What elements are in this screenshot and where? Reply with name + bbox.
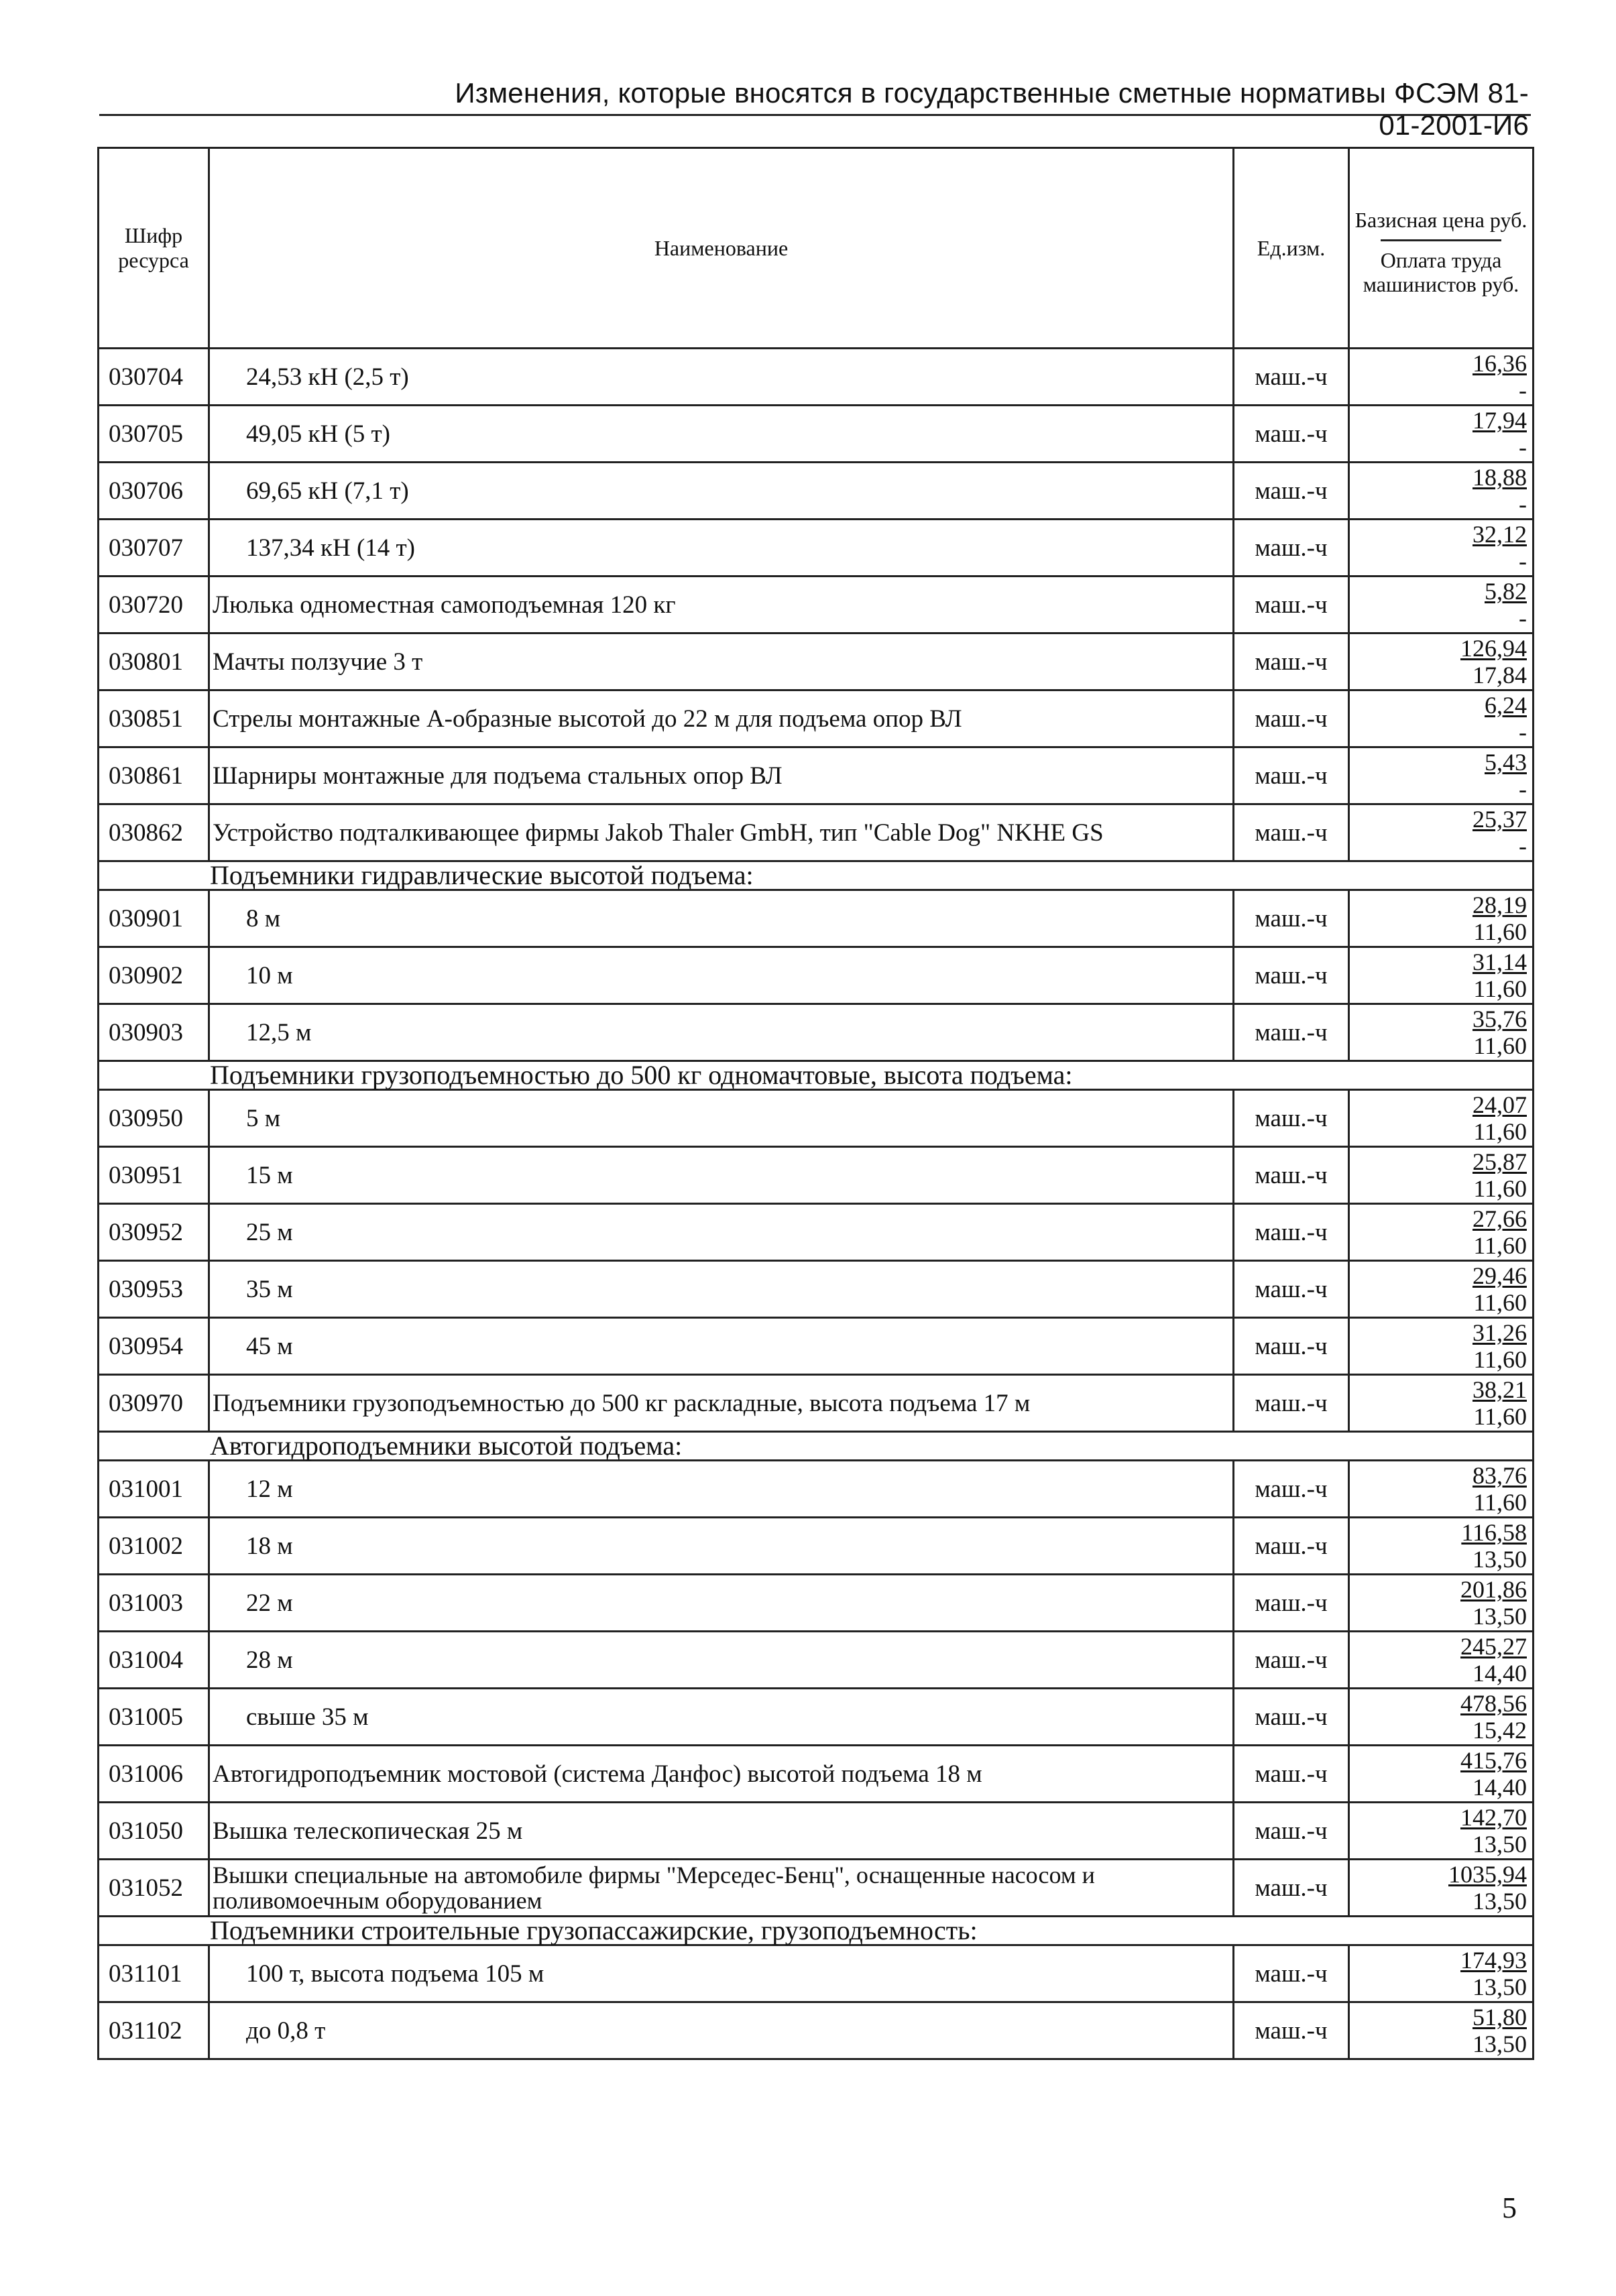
unit-of-measure: маш.-ч	[1234, 1860, 1349, 1917]
resource-code: 030720	[99, 577, 209, 633]
unit-of-measure: маш.-ч	[1234, 520, 1349, 577]
resource-code: 031101	[99, 1945, 209, 2002]
operator-wage: 11,60	[1473, 1289, 1527, 1316]
base-price: 1035,94	[1448, 1861, 1527, 1888]
resource-name: свыше 35 м	[209, 1689, 1234, 1746]
table-row	[99, 1945, 1534, 2002]
price-cell	[1349, 1860, 1534, 1917]
group-heading: Подъемники грузоподъемностью до 500 кг одномачтовые, высота подъема:	[99, 1061, 1534, 1090]
resource-code: 030861	[99, 747, 209, 804]
table-row	[99, 406, 1534, 463]
table-group-row	[99, 861, 1534, 890]
price-cell	[1349, 747, 1534, 804]
table-group-row	[99, 1061, 1534, 1090]
operator-wage: 14,40	[1473, 1660, 1527, 1687]
unit-of-measure: маш.-ч	[1234, 1261, 1349, 1318]
operator-wage: -	[1519, 776, 1527, 802]
operator-wage: 11,60	[1473, 1032, 1527, 1059]
base-price: 35,76	[1473, 1006, 1527, 1032]
header-unit: Ед.изм.	[1234, 148, 1349, 349]
header-name: Наименование	[209, 148, 1234, 349]
operator-wage: 13,50	[1473, 1831, 1527, 1858]
table-row	[99, 1860, 1534, 1917]
price-cell	[1349, 890, 1534, 947]
unit-of-measure: маш.-ч	[1234, 804, 1349, 861]
table-row	[99, 890, 1534, 947]
base-price: 5,82	[1485, 578, 1527, 605]
price-cell	[1349, 1575, 1534, 1632]
base-price: 28,19	[1473, 892, 1527, 918]
resource-name: 10 м	[209, 947, 1234, 1004]
price-cell	[1349, 633, 1534, 690]
table-row	[99, 804, 1534, 861]
group-heading: Подъемники строительные грузопассажирские, грузоподъемность:	[99, 1917, 1534, 1945]
resource-name: Шарниры монтажные для подъема стальных опор ВЛ	[209, 747, 1234, 804]
unit-of-measure: маш.-ч	[1234, 1518, 1349, 1575]
resource-code: 030862	[99, 804, 209, 861]
resource-name: Вышка телескопическая 25 м	[209, 1803, 1234, 1860]
operator-wage: -	[1519, 605, 1527, 631]
operator-wage: 14,40	[1473, 1774, 1527, 1801]
resource-code: 031102	[99, 2002, 209, 2059]
base-price: 24,07	[1473, 1091, 1527, 1118]
price-cell	[1349, 1632, 1534, 1689]
base-price: 29,46	[1473, 1262, 1527, 1289]
unit-of-measure: маш.-ч	[1234, 1632, 1349, 1689]
resource-name: 45 м	[209, 1318, 1234, 1375]
resource-name: Устройство подталкивающее фирмы Jakob Thaler GmbH, тип "Cable Dog" NKHE GS	[209, 804, 1234, 861]
resource-code: 030953	[99, 1261, 209, 1318]
table-row	[99, 1518, 1534, 1575]
operator-wage: 13,50	[1473, 2031, 1527, 2057]
resource-name: 22 м	[209, 1575, 1234, 1632]
table-row	[99, 1004, 1534, 1061]
table-row	[99, 463, 1534, 520]
operator-wage: 11,60	[1473, 918, 1527, 945]
header-price-base: Базисная цена руб.	[1354, 207, 1527, 232]
operator-wage: 13,50	[1473, 1974, 1527, 2000]
operator-wage: 17,84	[1473, 662, 1527, 688]
resource-code: 030950	[99, 1090, 209, 1147]
operator-wage: 11,60	[1473, 1232, 1527, 1259]
base-price: 478,56	[1460, 1690, 1527, 1717]
price-cell	[1349, 1945, 1534, 2002]
operator-wage: 13,50	[1473, 1888, 1527, 1915]
price-cell	[1349, 1461, 1534, 1518]
resource-name: 24,53 кН (2,5 т)	[209, 349, 1234, 406]
price-cell	[1349, 2002, 1534, 2059]
table-row	[99, 1261, 1534, 1318]
base-price: 126,94	[1460, 635, 1527, 662]
table-row	[99, 577, 1534, 633]
resource-name: Люлька одноместная самоподъемная 120 кг	[209, 577, 1234, 633]
base-price: 32,12	[1473, 521, 1527, 548]
operator-wage: 15,42	[1473, 1717, 1527, 1744]
resource-code: 031004	[99, 1632, 209, 1689]
resource-code: 030970	[99, 1375, 209, 1432]
resource-code: 031002	[99, 1518, 209, 1575]
base-price: 415,76	[1460, 1747, 1527, 1774]
resource-name: до 0,8 т	[209, 2002, 1234, 2059]
unit-of-measure: маш.-ч	[1234, 2002, 1349, 2059]
table-row	[99, 947, 1534, 1004]
price-cell	[1349, 1518, 1534, 1575]
price-cell	[1349, 463, 1534, 520]
resource-name: Мачты ползучие 3 т	[209, 633, 1234, 690]
price-cell	[1349, 1318, 1534, 1375]
resource-name: 15 м	[209, 1147, 1234, 1204]
resource-code: 031003	[99, 1575, 209, 1632]
price-cell	[1349, 577, 1534, 633]
resource-name: Автогидроподъемник мостовой (система Данфос) высотой подъема 18 м	[209, 1746, 1234, 1803]
base-price: 25,87	[1473, 1148, 1527, 1175]
price-cell	[1349, 1261, 1534, 1318]
operator-wage: 13,50	[1473, 1546, 1527, 1573]
unit-of-measure: маш.-ч	[1234, 406, 1349, 463]
unit-of-measure: маш.-ч	[1234, 1461, 1349, 1518]
resource-code: 031001	[99, 1461, 209, 1518]
resource-code: 031005	[99, 1689, 209, 1746]
resource-name: 8 м	[209, 890, 1234, 947]
price-cell	[1349, 349, 1534, 406]
unit-of-measure: маш.-ч	[1234, 1689, 1349, 1746]
table-row	[99, 1803, 1534, 1860]
table-row	[99, 1204, 1534, 1261]
table-group-row	[99, 1432, 1534, 1461]
resource-code: 030801	[99, 633, 209, 690]
base-price: 142,70	[1460, 1804, 1527, 1831]
operator-wage: -	[1519, 434, 1527, 461]
operator-wage: 11,60	[1473, 1403, 1527, 1430]
table-row	[99, 349, 1534, 406]
base-price: 31,14	[1473, 949, 1527, 975]
price-cell	[1349, 690, 1534, 747]
base-price: 5,43	[1485, 749, 1527, 776]
base-price: 16,36	[1473, 350, 1527, 377]
unit-of-measure: маш.-ч	[1234, 1204, 1349, 1261]
resource-code: 031050	[99, 1803, 209, 1860]
resource-code: 030951	[99, 1147, 209, 1204]
base-price: 201,86	[1460, 1576, 1527, 1603]
table-row	[99, 1689, 1534, 1746]
operator-wage: -	[1519, 548, 1527, 575]
operator-wage: 11,60	[1473, 1346, 1527, 1373]
base-price: 6,24	[1485, 692, 1527, 719]
page-number: 5	[1502, 2191, 1517, 2224]
resource-name: 18 м	[209, 1518, 1234, 1575]
table-body	[99, 349, 1534, 2059]
price-cell	[1349, 520, 1534, 577]
table-row	[99, 1632, 1534, 1689]
base-price: 18,88	[1473, 464, 1527, 491]
table-row	[99, 520, 1534, 577]
resource-name: 12,5 м	[209, 1004, 1234, 1061]
table-group-row	[99, 1917, 1534, 1945]
unit-of-measure: маш.-ч	[1234, 463, 1349, 520]
base-price: 51,80	[1473, 2004, 1527, 2031]
resource-name: Стрелы монтажные А-образные высотой до 22 м для подъема опор ВЛ	[209, 690, 1234, 747]
unit-of-measure: маш.-ч	[1234, 1575, 1349, 1632]
resource-code: 030851	[99, 690, 209, 747]
resource-code: 030901	[99, 890, 209, 947]
resource-name: 137,34 кН (14 т)	[209, 520, 1234, 577]
operator-wage: 11,60	[1473, 1175, 1527, 1202]
base-price: 116,58	[1461, 1519, 1527, 1546]
resource-code: 030707	[99, 520, 209, 577]
price-cell	[1349, 947, 1534, 1004]
resource-name: 49,05 кН (5 т)	[209, 406, 1234, 463]
operator-wage: -	[1519, 719, 1527, 745]
resource-name: Вышки специальные на автомобиле фирмы "Мерседес-Бенц", оснащенные насосом и поливомоечным оборудованием	[209, 1860, 1234, 1917]
unit-of-measure: маш.-ч	[1234, 1746, 1349, 1803]
resource-code: 030706	[99, 463, 209, 520]
unit-of-measure: маш.-ч	[1234, 577, 1349, 633]
header-code: Шифр ресурса	[99, 148, 209, 349]
group-heading: Автогидроподъемники высотой подъема:	[99, 1432, 1534, 1461]
resource-code: 031052	[99, 1860, 209, 1917]
unit-of-measure: маш.-ч	[1234, 1803, 1349, 1860]
resource-code: 030902	[99, 947, 209, 1004]
header-price	[1349, 148, 1534, 349]
price-cell	[1349, 1689, 1534, 1746]
base-price: 38,21	[1473, 1376, 1527, 1403]
resource-name: 35 м	[209, 1261, 1234, 1318]
base-price: 31,26	[1473, 1319, 1527, 1346]
unit-of-measure: маш.-ч	[1234, 947, 1349, 1004]
operator-wage: 11,60	[1473, 1118, 1527, 1145]
resource-code: 030952	[99, 1204, 209, 1261]
operator-wage: -	[1519, 833, 1527, 859]
price-cell	[1349, 1004, 1534, 1061]
base-price: 27,66	[1473, 1205, 1527, 1232]
unit-of-measure: маш.-ч	[1234, 1375, 1349, 1432]
operator-wage: 11,60	[1473, 975, 1527, 1002]
table-row	[99, 690, 1534, 747]
header-price-wage: Оплата труда машинистов руб.	[1363, 247, 1519, 296]
price-cell	[1349, 804, 1534, 861]
resource-name: 25 м	[209, 1204, 1234, 1261]
unit-of-measure: маш.-ч	[1234, 890, 1349, 947]
operator-wage: -	[1519, 491, 1527, 518]
resource-name: 28 м	[209, 1632, 1234, 1689]
base-price: 17,94	[1473, 407, 1527, 434]
resource-name: 12 м	[209, 1461, 1234, 1518]
unit-of-measure: маш.-ч	[1234, 747, 1349, 804]
table-header-row	[99, 148, 1534, 349]
price-cell	[1349, 406, 1534, 463]
unit-of-measure: маш.-ч	[1234, 633, 1349, 690]
resource-code: 030954	[99, 1318, 209, 1375]
unit-of-measure: маш.-ч	[1234, 690, 1349, 747]
operator-wage: 13,50	[1473, 1603, 1527, 1630]
resource-code: 030903	[99, 1004, 209, 1061]
unit-of-measure: маш.-ч	[1234, 1147, 1349, 1204]
unit-of-measure: маш.-ч	[1234, 349, 1349, 406]
table-row	[99, 1575, 1534, 1632]
price-cell	[1349, 1803, 1534, 1860]
table-row	[99, 1461, 1534, 1518]
table-row	[99, 1147, 1534, 1204]
table-row	[99, 633, 1534, 690]
document-header: Изменения, которые вносятся в государственные сметные нормативы ФСЭМ 81-01-2001-И6	[455, 77, 1529, 141]
table-row	[99, 1375, 1534, 1432]
resource-name: 69,65 кН (7,1 т)	[209, 463, 1234, 520]
group-heading: Подъемники гидравлические высотой подъема:	[99, 861, 1534, 890]
unit-of-measure: маш.-ч	[1234, 1318, 1349, 1375]
price-cell	[1349, 1090, 1534, 1147]
unit-of-measure: маш.-ч	[1234, 1004, 1349, 1061]
resource-name: Подъемники грузоподъемностью до 500 кг раскладные, высота подъема 17 м	[209, 1375, 1234, 1432]
price-cell	[1349, 1204, 1534, 1261]
unit-of-measure: маш.-ч	[1234, 1945, 1349, 2002]
resource-name: 100 т, высота подъема 105 м	[209, 1945, 1234, 2002]
price-cell	[1349, 1147, 1534, 1204]
base-price: 25,37	[1473, 806, 1527, 833]
header-price-divider	[1381, 239, 1501, 241]
resource-table	[97, 147, 1534, 2060]
base-price: 245,27	[1460, 1633, 1527, 1660]
table-row	[99, 1318, 1534, 1375]
header-rule	[99, 114, 1531, 116]
operator-wage: -	[1519, 377, 1527, 404]
table-row	[99, 2002, 1534, 2059]
resource-code: 030705	[99, 406, 209, 463]
base-price: 174,93	[1460, 1947, 1527, 1974]
price-cell	[1349, 1375, 1534, 1432]
resource-code: 031006	[99, 1746, 209, 1803]
operator-wage: 11,60	[1473, 1489, 1527, 1516]
base-price: 83,76	[1473, 1462, 1527, 1489]
resource-code: 030704	[99, 349, 209, 406]
table-row	[99, 747, 1534, 804]
table-row	[99, 1746, 1534, 1803]
unit-of-measure: маш.-ч	[1234, 1090, 1349, 1147]
resource-name: 5 м	[209, 1090, 1234, 1147]
table-row	[99, 1090, 1534, 1147]
price-cell	[1349, 1746, 1534, 1803]
